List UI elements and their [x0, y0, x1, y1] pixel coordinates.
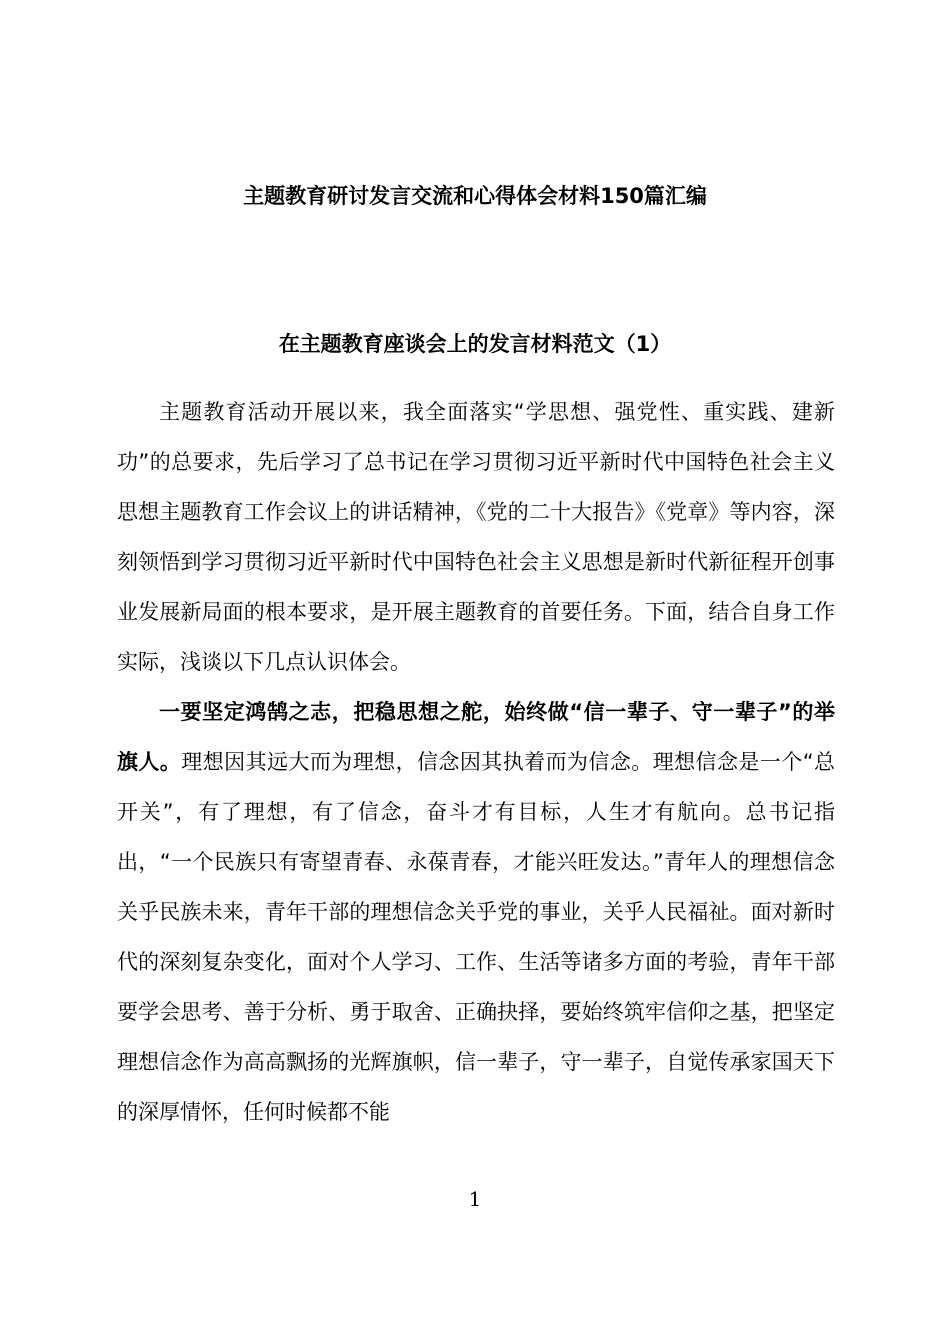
- paragraph-point-one: [117, 687, 835, 1137]
- document-title: 主题教育研讨发言交流和心得体会材料150篇汇编: [243, 184, 707, 208]
- paragraph-point-one-lead: 一要坚定鸿鹄之志，把稳思想之舵，始终做“信一辈子、守一辈子”的举旗人。: [117, 700, 835, 774]
- page-number: 1: [468, 1187, 482, 1211]
- paragraph-intro-text: 主题教育活动开展以来，我全面落实“学思想、强党性、重实践、建新功”的总要求，先后学习了总书记在学习贯彻习近平新时代中国特色社会主义思想主题教育工作会议上的讲话精神，《党的二十大报告》《党章》等内容，深刻领悟到学习贯彻习近平新时代中国特色社会主义思想是新时代新征程开创事业发展新局面的根本要求，是开展主题教育的首要任务。下面，结合自身工作实际，浅谈以下几点认识体会。: [117, 400, 835, 674]
- document-body: [117, 387, 835, 1137]
- paragraph-point-one-text: 理想因其远大而为理想，信念因其执着而为信念。理想信念是一个“总开关”，有了理想，有了信念，奋斗才有目标，人生才有航向。总书记指出，“一个民族只有寄望青春、永葆青春，才能兴旺发达。”青年人的理想信念关乎民族未来，青年干部的理想信念关乎党的事业，关乎人民福祉。面对新时代的深刻复杂变化，面对个人学习、工作、生活等诸多方面的考验，青年干部要学会思考、善于分析、勇于取舍、正确抉择，要始终筑牢信仰之基，把坚定理想信念作为高高飘扬的光辉旗帜，信一辈子，守一辈子，自觉传承家国天下的深厚情怀，任何时候都不能: [117, 750, 836, 1124]
- section-title: 在主题教育座谈会上的发言材料范文（1）: [278, 332, 672, 356]
- paragraph-intro: [117, 387, 835, 687]
